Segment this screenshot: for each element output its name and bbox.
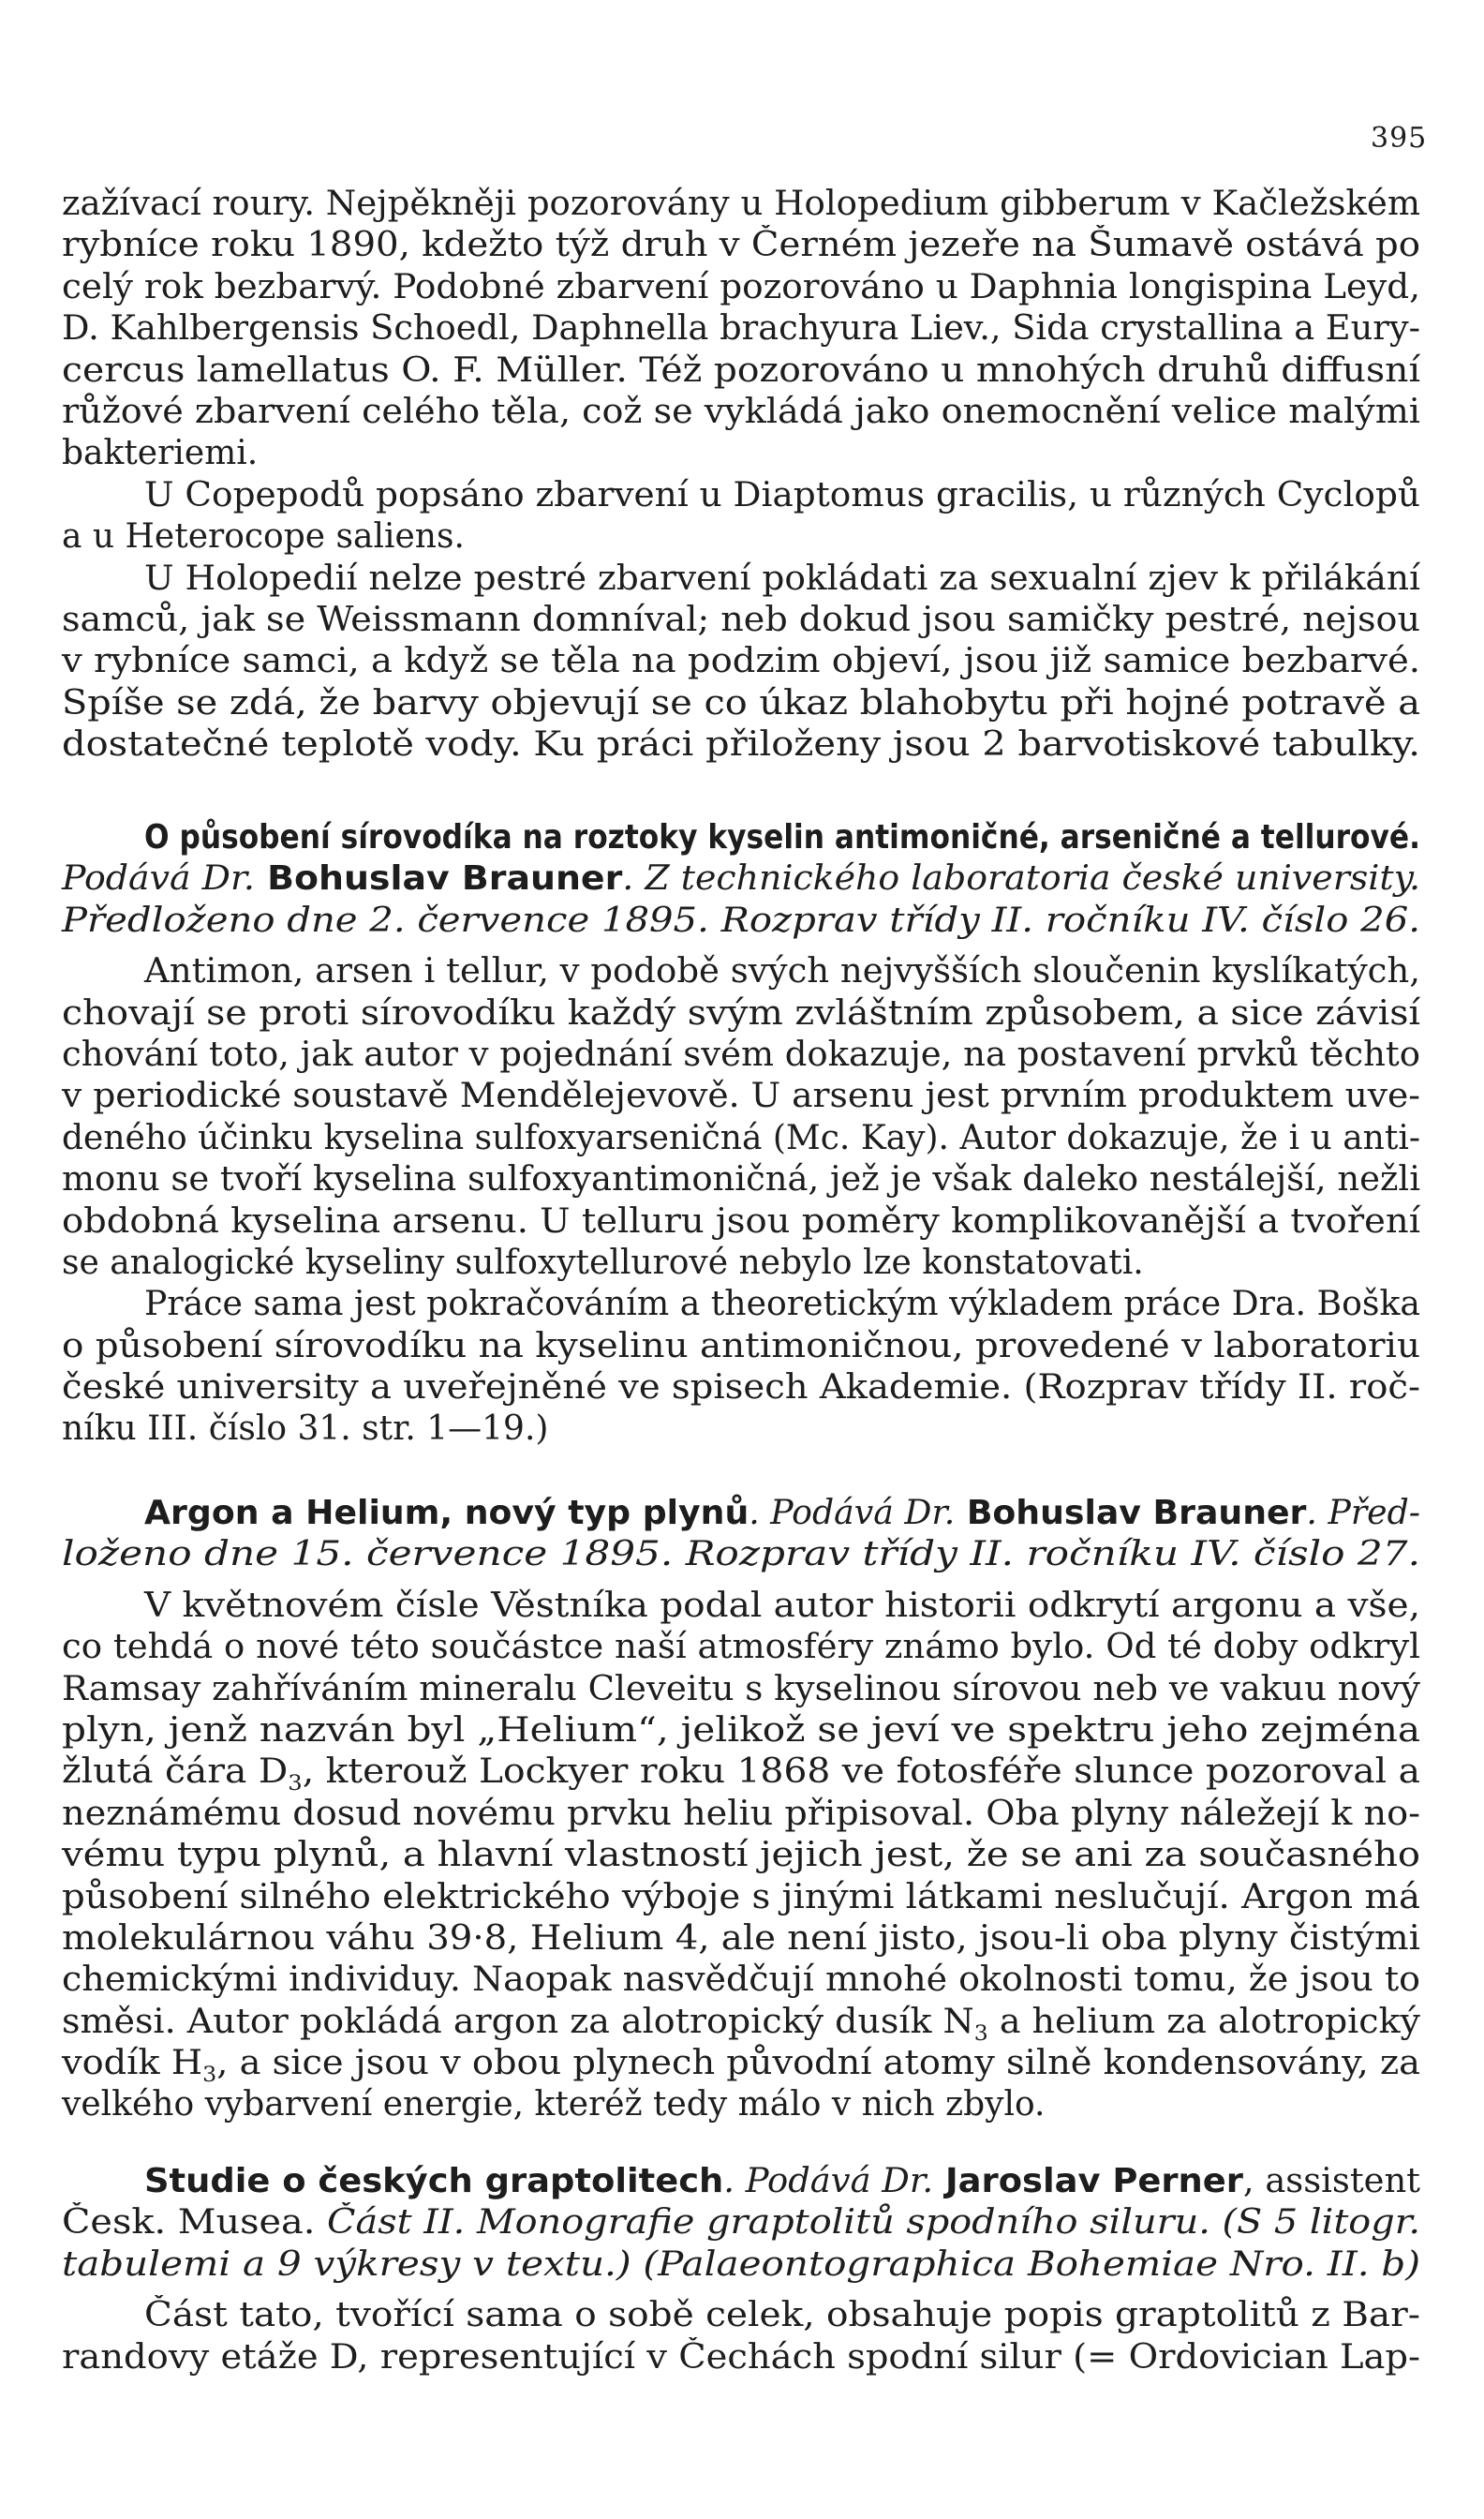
submission-info: . Před- (1306, 1494, 1420, 1532)
text-line: U Holopedií nelze pestré zbarvení pokládati za sexualní zjev k přilákání (144, 559, 1420, 598)
text-line: v rybníce samci, a když se těla na podzim objeví, jsou již samice bezbarvé. (62, 642, 1420, 681)
text-line: působení silného elektrického výboje s jinými látkami neslučují. Argon má (62, 1877, 1420, 1916)
text-line: neznámému dosud novému prvku heliu připisoval. Oba plyny náležejí k no- (62, 1794, 1420, 1833)
article-title-text: O působení sírovodíka na roztoky kyselin antimoničné, arseničné a tellurové. (144, 818, 1420, 857)
author-name: Jaroslav Perner (933, 2162, 1243, 2200)
text-line: v periodické soustavě Mendělejevově. U arsenu jest prvním produktem uve- (62, 1077, 1420, 1116)
text-line: chovají se proti sírovodíku každý svým zvláštním způsobem, a sice závisí (62, 993, 1420, 1033)
subscript: 3 (288, 1771, 303, 1796)
text-line: , kterouž Lockyer roku 1868 ve fotosféře slunce pozoroval a (302, 1752, 1420, 1792)
author-affiliation: Česk. Musea. (62, 2203, 328, 2243)
text-line: a u Heterocope saliens. (62, 517, 465, 557)
text-line: obdobná kyselina arsenu. U telluru jsou poměry komplikovanější a tvoření (62, 1201, 1420, 1241)
text-line: Ramsay zahříváním mineralu Cleveitu s kyselinou sírovou neb ve vakuu nový (62, 1669, 1421, 1708)
text-line: Spíše se zdá, že barvy objevují se co úkaz blahobytu při hojné potravě a (62, 683, 1420, 723)
presenter-label: . Podává Dr. (723, 2162, 934, 2200)
text-line: molekulárnou váhu 39·8, Helium 4, ale není jisto, jsou-li oba plyny čistými (62, 1918, 1420, 1958)
text-line: U Copepodů popsáno zbarvení u Diaptomus gracilis, u různých Cyclopů (144, 475, 1420, 514)
submission-info: Předloženo dne 2. července 1895. Rozprav třídy II. ročníku IV. číslo 26. (62, 901, 1420, 940)
presenter-label: Podává Dr. (62, 859, 255, 899)
article-title (62, 817, 1420, 858)
text-line: směsi. Autor pokládá argon za alotropický dusík N (62, 2002, 974, 2041)
text-line: monu se tvoří kyselina sulfoxyantimoničná, jež je však daleko nestálejší, nežli (62, 1160, 1420, 1200)
text-line: vému typu plynů, a hlavní vlastností jejich jest, že se ani za současného (62, 1836, 1420, 1875)
text-line: růžové zbarvení celého těla, což se vykládá jako onemocnění velice malými (62, 392, 1420, 431)
text-line: chování toto, jak autor v pojednání svém dokazuje, na postavení prvků těchto (62, 1035, 1420, 1074)
author-name: Bohuslav Brauner (955, 1494, 1307, 1532)
text-line: níku III. číslo 31. str. 1—19.) (62, 1409, 549, 1449)
text-line: Antimon, arsen i tellur, v podobě svých nejvyšších sloučenin kyslíkatých, (144, 952, 1420, 991)
text-line: D. Kahlbergensis Schoedl, Daphnella brachyura Liev., Sida crystallina a Eury- (62, 309, 1421, 349)
publication-info: Část II. Monografie graptolitů spodního siluru. (S 5 litogr. (327, 2203, 1421, 2243)
article-antimony-arsenic-tellurium (62, 817, 1420, 1451)
text-line: chemickými individuy. Naopak nasvědčují mnohé okolnosti tomu, že jsou to (62, 1960, 1421, 2000)
text-line: se analogické kyseliny sulfoxytellurové nebylo lze konstatovati. (62, 1243, 1144, 1282)
text-line: zažívací roury. Nejpěkněji pozorovány u Holopedium gibberum v Kačležském (62, 185, 1420, 223)
article-graptolites (62, 2161, 1420, 2378)
affiliation: . Z technického laboratoria české university. (622, 859, 1421, 899)
presenter-label: . Podává Dr. (749, 1494, 956, 1532)
text-line: bakteriemi. (62, 434, 259, 473)
publication-info: tabulemi a 9 výkresy v textu.) (Palaeontographica Bohemiae Nro. II. b) (62, 2244, 1420, 2284)
text-line: o působení sírovodíku na kyselinu antimoničnou, provedené v laboratoriu (62, 1326, 1421, 1365)
author-name: Bohuslav Brauner (254, 859, 623, 899)
text-line: V květnovém čísle Věstníka podal autor historii odkrytí argonu a vše, (144, 1586, 1420, 1625)
text-line: rybníce roku 1890, kdežto týž druh v Černém jezeře na Šumavě ostává po (62, 226, 1420, 265)
text-line: vodík H (62, 2044, 203, 2083)
text-line: a helium za alotropický (987, 2002, 1420, 2041)
text-line: cercus lamellatus O. F. Müller. Též pozorováno u mnohých druhů diffusní (62, 350, 1420, 390)
subscript: 3 (202, 2062, 217, 2087)
text-line: Část tato, tvořící sama o sobě celek, obsahuje popis graptolitů z Bar- (144, 2296, 1420, 2335)
text-line: samců, jak se Weissmann domníval; neb dokud jsou samičky pestré, nejsou (62, 600, 1420, 639)
text-line: Práce sama jest pokračováním a theoretickým výkladem práce Dra. Boška (144, 1285, 1420, 1324)
subscript: 3 (973, 2020, 988, 2046)
article-title-text: Argon a Helium, nový typ plynů (144, 1494, 749, 1532)
continued-text (62, 184, 1420, 766)
article-title-text: Studie o českých graptolitech (144, 2162, 724, 2200)
author-position: , assistent (1242, 2162, 1421, 2200)
text-line: co tehdá o nové této součástce naší atmosféry známo bylo. Od té doby odkryl (62, 1628, 1421, 1667)
text-line: dostatečné teplotě vody. Ku práci přiloženy jsou 2 barvotiskové tabulky. (62, 725, 1421, 765)
text-line: velkého vybarvení energie, kteréž tedy málo v nich zbylo. (62, 2085, 1046, 2124)
submission-info: loženo dne 15. července 1895. Rozprav třídy II. ročníku IV. číslo 27. (62, 1535, 1420, 1574)
text-line: deného účinku kyselina sulfoxyarseničná (Mc. Kay). Autor dokazuje, že i u anti- (62, 1118, 1420, 1157)
text-line: celý rok bezbarvý. Podobné zbarvení pozorováno u Daphnia longispina Leyd, (62, 267, 1420, 306)
text-line: české university a uveřejněné ve spisech Akademie. (Rozprav třídy II. roč- (62, 1368, 1420, 1408)
page-number: 395 (1371, 122, 1428, 155)
article-argon-helium (62, 1493, 1420, 2126)
text-line: , a sice jsou v obou plynech původní atomy silně kondensovány, za (216, 2044, 1420, 2083)
text-line: randovy etáže D, representující v Čechách spodní silur (= Ordovician Lap- (62, 2337, 1420, 2377)
text-line: plyn, jenž nazván byl „Helium“, jelikož se jeví ve spektru jeho zejména (62, 1710, 1421, 1750)
text-line: žlutá čára D (62, 1752, 289, 1792)
